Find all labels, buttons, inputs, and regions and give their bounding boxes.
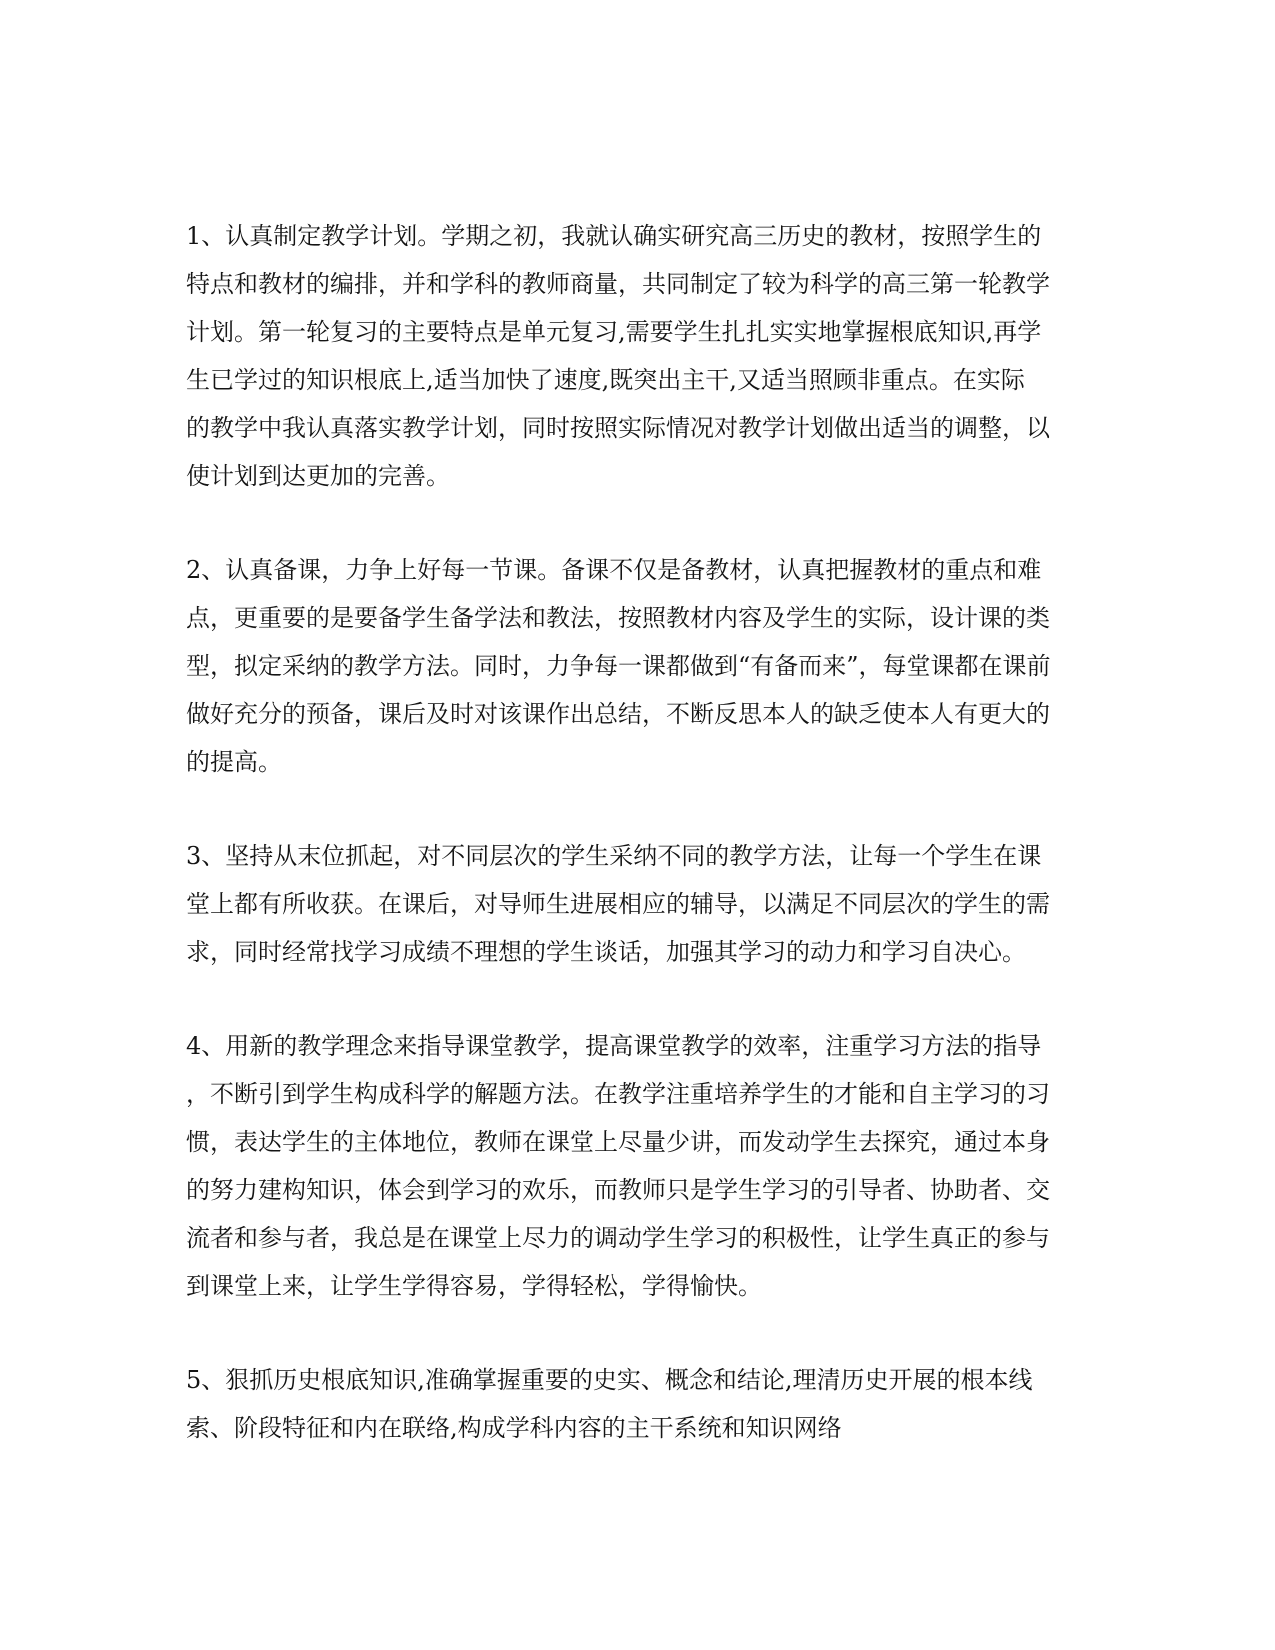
text-line: 的教学中我认真落实教学计划，同时按照实际情况对教学计划做出适当的调整，以 [186, 414, 1050, 442]
document-body [186, 212, 1091, 1498]
text-line: 生已学过的知识根底上,适当加快了速度,既突出主干,又适当照顾非重点。在实际 [186, 366, 1025, 394]
text-line: 5、狠抓历史根底知识,准确掌握重要的史实、概念和结论,理清历史开展的根本线 [186, 1366, 1033, 1394]
text-line: 惯，表达学生的主体地位，教师在课堂上尽量少讲，而发动学生去探究，通过本身 [186, 1128, 1050, 1156]
text-line: 特点和教材的编排，并和学科的教师商量，共同制定了较为科学的高三第一轮教学 [186, 270, 1050, 298]
text-line: 点，更重要的是要备学生备学法和教法，按照教材内容及学生的实际，设计课的类 [186, 604, 1050, 632]
text-line: 的提高。 [186, 748, 282, 776]
paragraph-5-history-fundamentals [186, 1356, 1091, 1452]
text-line: 计划。第一轮复习的主要特点是单元复习,需要学生扎扎实实地掌握根底知识,再学 [186, 318, 1042, 346]
text-line: 堂上都有所收获。在课后，对导师生进展相应的辅导，以满足不同层次的学生的需 [186, 890, 1050, 918]
text-line: 4、用新的教学理念来指导课堂教学，提高课堂教学的效率，注重学习方法的指导 [186, 1032, 1042, 1060]
text-line: 求，同时经常找学习成绩不理想的学生谈话，加强其学习的动力和学习自决心。 [186, 938, 1026, 966]
text-line: 的努力建构知识，体会到学习的欢乐，而教师只是学生学习的引导者、协助者、交 [186, 1176, 1050, 1204]
text-line: ，不断引到学生构成科学的解题方法。在教学注重培养学生的才能和自主学习的习 [186, 1080, 1050, 1108]
text-line: 索、阶段特征和内在联络,构成学科内容的主干系统和知识网络 [186, 1414, 842, 1442]
text-line: 到课堂上来，让学生学得容易，学得轻松，学得愉快。 [186, 1272, 762, 1300]
text-line: 使计划到达更加的完善。 [186, 462, 450, 490]
paragraph-3-tiered-teaching [186, 832, 1091, 976]
text-line: 型，拟定采纳的教学方法。同时，力争每一课都做到“有备而来”，每堂课都在课前 [186, 652, 1051, 680]
text-line: 流者和参与者，我总是在课堂上尽力的调动学生学习的积极性，让学生真正的参与 [186, 1224, 1050, 1252]
text-line: 1、认真制定教学计划。学期之初，我就认确实研究高三历史的教材，按照学生的 [186, 222, 1042, 250]
paragraph-1-teaching-plan [186, 212, 1091, 500]
text-line: 3、坚持从末位抓起，对不同层次的学生采纳不同的教学方法，让每一个学生在课 [186, 842, 1042, 870]
text-line: 2、认真备课，力争上好每一节课。备课不仅是备教材，认真把握教材的重点和难 [186, 556, 1042, 584]
paragraph-4-teaching-philosophy [186, 1022, 1091, 1310]
text-line: 做好充分的预备，课后及时对该课作出总结，不断反思本人的缺乏使本人有更大的 [186, 700, 1050, 728]
paragraph-2-lesson-prep [186, 546, 1091, 786]
